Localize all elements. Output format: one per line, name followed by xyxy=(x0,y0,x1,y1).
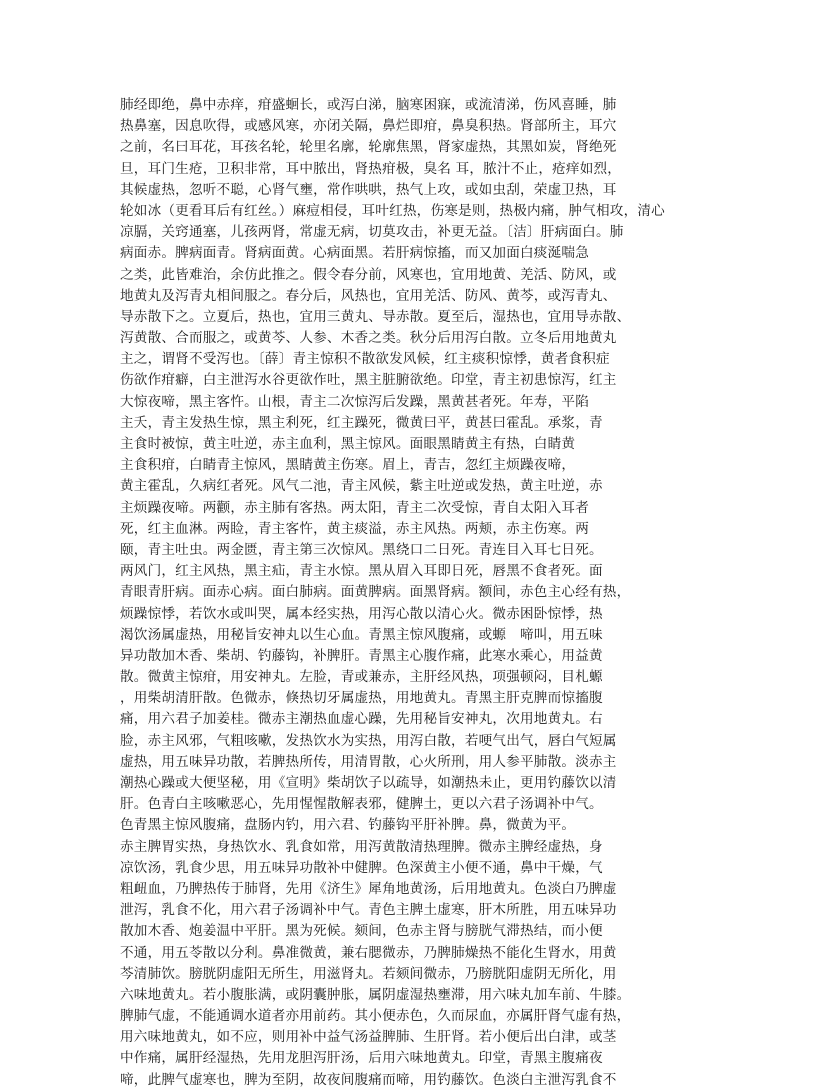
text-line: 泄泻，乳食不化，用六君子汤调补中气。青色主脾土虚寒，肝木所胜，用五味异功 xyxy=(120,902,617,919)
text-line: 青眼青肝病。面赤心病。面白肺病。面黄脾病。面黑肾病。额间，赤色主心经有热， xyxy=(120,584,631,601)
text-line: 导赤散下之。立夏后，热也，宜用三黄丸、导赤散。夏至后，湿热也，宜用导赤散、 xyxy=(120,308,631,325)
text-line: 凉膈，关窍通塞，儿孩两肾，常虚无病，切莫攻击，补更无益。〔洁〕肝病面白。肺 xyxy=(120,224,624,241)
text-line: 大惊夜啼，黑主客忤。山根，青主二次惊泻后发躁，黑黄甚者死。年寿，平陷 xyxy=(120,393,589,410)
text-line: 地黄丸及泻青丸相间服之。春分后，风热也，宜用羌活、防风、黄芩，或泻青丸、 xyxy=(120,287,617,304)
text-line: 病面赤。脾病面青。肾病面黄。心病面黑。若肝病惊搐，而又加面白痰涎喘急 xyxy=(120,245,589,262)
text-line: 脾肺气虚，不能通调水道者亦用前药。其小便赤色，久而尿血，亦属肝肾气虚有热， xyxy=(120,1008,631,1025)
text-line: 散。微黄主惊疳，用安神丸。左脸，青或兼赤，主肝经风热，项强顿闷，目札螈 xyxy=(120,669,603,686)
text-line: 粗衄血，乃脾热传于肺肾，先用《济生》犀角地黄汤，后用地黄丸。色淡白乃脾虚 xyxy=(120,880,617,897)
body-text xyxy=(120,95,720,1091)
text-line: 死，红主血淋。两睑，青主客忤，黄主痰溢，赤主风热。两颊，赤主伤寒。两 xyxy=(120,520,589,537)
text-line: 赤主脾胃实热，身热饮水、乳食如常，用泻黄散清热理脾。微赤主脾经虚热，身 xyxy=(120,838,603,855)
text-line: 中作痛，属肝经湿热，先用龙胆泻肝汤，后用六味地黄丸。印堂，青黑主腹痛夜 xyxy=(120,1050,603,1067)
text-line: 主食时被惊，黄主吐逆，赤主血利，黑主惊风。面眼黑睛黄主有热，白睛黄 xyxy=(120,436,576,452)
text-line: 烦躁惊悸，若饮水或叫哭，属本经实热，用泻心散以清心火。微赤困卧惊悸，热 xyxy=(120,605,603,622)
text-line: 伤欲作疳癖，白主泄泻水谷更欲作吐，黑主脏腑欲绝。印堂，青主初患惊泻，红主 xyxy=(120,372,617,389)
text-line: 散加木香、炮姜温中平肝。黑为死候。颏间，色赤主肾与膀胱气滞热结，而小便 xyxy=(120,923,603,940)
text-line: 脸，赤主风邪，气粗咳嗽，发热饮水为实热，用泻白散，若哽气出气，唇白气短属 xyxy=(120,732,617,749)
text-line: ，用柴胡清肝散。色微赤，倏热切牙属虚热，用地黄丸。青黑主肝克脾而惊搐腹 xyxy=(120,690,603,707)
text-line: 主食积疳，白睛青主惊风，黑睛黄主伤寒。眉上，青吉，忽红主烦躁夜啼， xyxy=(120,457,576,474)
text-line: 芩清肺饮。膀胱阴虚阳无所生，用滋肾丸。若颏间微赤，乃膀胱阳虚阴无所化，用 xyxy=(120,965,617,982)
text-line: 异功散加木香、柴胡、钓藤钩，补脾肝。青黑主心腹作痛，此寒水乘心，用益黄 xyxy=(120,647,603,664)
text-line: 主夭，青主发热生惊，黑主利死，红主躁死，微黄曰平，黄甚曰霍乱。承浆，青 xyxy=(120,414,603,431)
text-line: 其候虚热，忽听不聪，心肾气壅，常作哄哄，热气上攻，或如虫刮，荣虚卫热，耳 xyxy=(120,181,617,198)
text-line: 痛，用六君子加姜桂。微赤主潮热血虚心躁，先用秘旨安神丸，次用地黄丸。右 xyxy=(120,711,603,728)
text-line: 旦，耳门生疮，卫积非常，耳中脓出，肾热疳极，臭名 耳，脓汁不止，疮痒如烈， xyxy=(120,160,622,177)
text-line: 泻黄散、合而服之，或黄芩、人参、木香之类。秋分后用泻白散。立冬后用地黄丸 xyxy=(120,330,617,347)
text-line: 凉饮汤，乳食少思，用五味异功散补中健脾。色深黄主小便不通，鼻中干燥，气 xyxy=(120,859,603,876)
text-line: 虚热，用五味异功散，若脾热所传，用清胃散，心火所刑，用人参平肺散。淡赤主 xyxy=(120,753,617,770)
text-line: 色青黑主惊风腹痛，盘肠内钓，用六君、钓藤钩平肝补脾。鼻，微黄为平。 xyxy=(120,817,576,834)
text-line: 之前，名曰耳花，耳孩名轮，轮里名廓，轮廓焦黑，肾家虚热，其黑如炭，肾绝死 xyxy=(120,139,617,156)
text-line: 潮热心躁或大便坚秘，用《宣明》柴胡饮子以疏导，如潮热未止，更用钓藤饮以清 xyxy=(120,775,617,791)
text-line: 之类，此皆难治，余仿此推之。假令春分前，风寒也，宜用地黄、羌活、防风，或 xyxy=(120,266,617,283)
text-line: 用六味地黄丸，如不应，则用补中益气汤益脾肺、生肝肾。若小便后出白津，或茎 xyxy=(120,1029,617,1046)
text-line: 黄主霍乱，久病红者死。风气二池，青主风候，紫主吐逆或发热，黄主吐逆，赤 xyxy=(120,478,603,495)
text-line: 两风门，红主风热，黑主疝，青主水惊。黑从眉入耳即日死，唇黑不食者死。面 xyxy=(120,563,603,580)
text-line: 轮如冰（更看耳后有红丝。）麻痘相侵，耳叶红热，伤寒是则，热极内痛，肿气相攻，清心 xyxy=(120,202,665,219)
text-line: 不通，用五苓散以分利。鼻准微黄，兼右腮微赤，乃脾肺燥热不能化生肾水，用黄 xyxy=(120,944,617,961)
text-line: 渴饮汤属虚热，用秘旨安神丸以生心血。青黑主惊风腹痛，或螈 啼叫，用五味 xyxy=(120,626,603,643)
text-line: 肺经即绝，鼻中赤痒，疳盛蛔长，或泻白涕，脑寒困寐，或流清涕，伤风喜睡，肺 xyxy=(120,97,617,113)
text-line: 颐，青主吐虫。两金匮，青主第三次惊风。黑绕口二日死。青连目入耳七日死。 xyxy=(120,541,603,558)
text-line: 主之，谓肾不受泻也。〔薛〕青主惊积不散欲发风候，红主痰积惊悸，黄者食积症 xyxy=(120,351,610,368)
text-line: 肝。色青白主咳嗽恶心，先用惺惺散解表邪，健脾土，更以六君子汤调补中气。 xyxy=(120,796,603,813)
text-line: 啼，此脾气虚寒也，脾为至阴，故夜间腹痛而啼，用钓藤饮。色淡白主泄泻乳食不 xyxy=(120,1071,617,1088)
text-line: 主烦躁夜啼。两颧，赤主肺有客热。两太阳，青主二次受惊，青自太阳入耳者 xyxy=(120,499,589,516)
text-line: 六味地黄丸。若小腹胀满，或阴囊肿胀，属阴虚湿热壅滞，用六味丸加车前、牛膝。 xyxy=(120,986,631,1003)
text-line: 热鼻塞，因息吹得，或感风寒，亦闭关隔，鼻烂即疳，鼻臭积热。肾部所主，耳穴 xyxy=(120,118,617,135)
